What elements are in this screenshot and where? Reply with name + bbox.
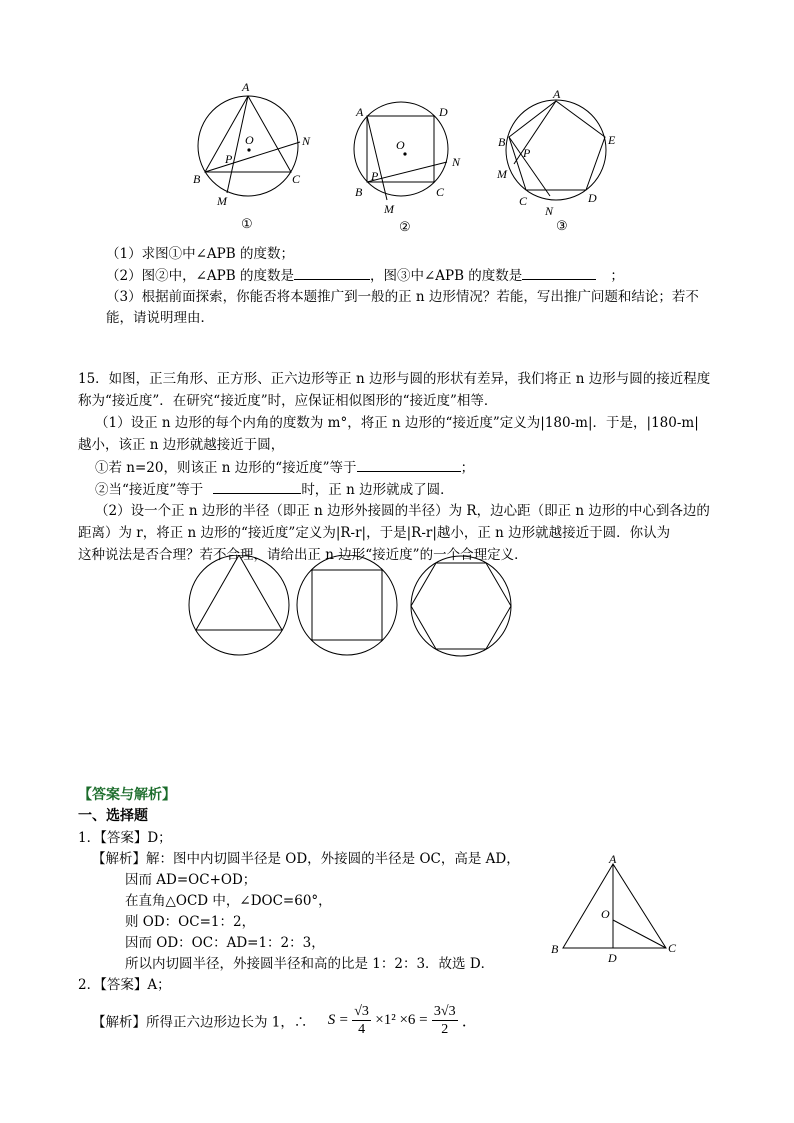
answer1-line6: 所以内切圆半径，外接圆半径和高的比是 1：2：3．故选 D．	[125, 956, 495, 972]
q15-line8: 距离）为 r，将正 n 边形的“接近度”定义为|R-r|，于是|R-r|越小，正 n 边形就越接近于圆．你认为	[78, 525, 671, 541]
fig3-label-e: E	[608, 133, 616, 147]
q15-line1: 15．如图，正三角形、正方形、正六边形等正 n 边形与圆的形状有差异，我们将正 n 边形与圆的接近程度	[78, 371, 711, 387]
answer1-line4: 则 OD：OC=1：2，	[125, 914, 256, 930]
q14-blank-2[interactable]	[522, 266, 596, 280]
answer2-solution: 【解析】所得正六边形边长为 1，∴ S = $\frac{√3}{4}$ ×1² ×6 = $\frac{3√3}{2}$ ．	[92, 1004, 477, 1037]
answer1-title: 1．【答案】D；	[78, 830, 172, 846]
fig3-label-n: N	[545, 204, 554, 218]
fig3-label-d: D	[588, 191, 597, 205]
fig2-label-a: A	[356, 105, 364, 119]
ans1-label-d: D	[608, 951, 617, 965]
fig2-label-c: C	[436, 185, 445, 199]
fig3-label-p: P	[523, 146, 531, 160]
q15-line7: （2）设一个正 n 边形的半径（即正 n 边形外接圆的半径）为 R，边心距（即正 n 边形的中心到各边的	[95, 503, 710, 519]
q15-blank-2[interactable]	[213, 480, 301, 494]
q15-line9: 这种说法是否合理？若不合理，请给出正 n 边形“接近度”的一个合理定义．	[78, 547, 528, 563]
ans1-label-a: A	[609, 852, 617, 866]
q14-part1: （1）求图①中∠APB 的度数；	[106, 246, 294, 262]
q15-line4: 越小，该正 n 边形就越接近于圆，	[78, 437, 285, 453]
answers-header: 【答案与解析】	[78, 787, 176, 803]
fig2-label-n: N	[452, 155, 461, 169]
fig3-label-b: B	[498, 135, 506, 149]
q14-part2: （2）图②中，∠APB 的度数是 ，图③中∠APB 的度数是 ；	[106, 268, 624, 284]
fig2-label-p: P	[371, 169, 379, 183]
fig1-label-m: M	[217, 194, 227, 208]
figure-q15-polygons	[185, 555, 515, 665]
q14-part3-line1: （3）根据前面探索，你能否将本题推广到一般的正 n 边形情况？若能，写出推广问题和结论；若不	[106, 289, 699, 305]
figure-q14-3	[495, 86, 625, 236]
fig1-label-a: A	[242, 80, 250, 94]
answer1-line2: 因而 AD=OC+OD；	[125, 872, 257, 888]
answer1-line5: 因而 OD：OC：AD=1：2：3，	[125, 935, 325, 951]
q15-line5: ①若 n=20，则该正 n 边形的“接近度”等于 ；	[95, 460, 475, 476]
fig3-label-m: M	[497, 167, 507, 181]
fig1-label-n: N	[302, 134, 311, 148]
ans1-label-o: O	[601, 907, 610, 921]
figure-q14-1	[185, 78, 325, 238]
answer2-title: 2．【答案】A；	[78, 977, 171, 993]
q14-blank-1[interactable]	[294, 266, 370, 280]
fig2-label-o: O	[396, 138, 405, 152]
q14-part3-line2: 能，请说明理由．	[106, 310, 214, 326]
section-choice: 一、选择题	[78, 808, 148, 824]
answer1-line1: 【解析】解：图中内切圆半径是 OD，外接圆的半径是 OC，高是 AD，	[92, 851, 520, 867]
q15-line6: ②当“接近度”等于 时，正 n 边形就成了圆．	[95, 482, 454, 498]
figure-q14-2	[345, 96, 485, 241]
fig1-label-o: O	[245, 133, 254, 147]
fig2-label-d: D	[439, 105, 448, 119]
q15-line2: 称为“接近度”．在研究“接近度”时，应保证相似图形的“接近度”相等．	[78, 393, 498, 409]
fig2-caption: ②	[399, 219, 411, 234]
fig3-caption: ③	[556, 218, 568, 233]
fig3-label-c: C	[519, 194, 528, 208]
fig2-label-m: M	[384, 202, 394, 216]
ans1-label-b: B	[551, 942, 559, 956]
q15-line3: （1）设正 n 边形的每个内角的度数为 m°，将正 n 边形的“接近度”定义为|180-m|．于是，|180-m|	[95, 415, 699, 431]
ans1-label-c: C	[668, 941, 677, 955]
fig3-label-a: A	[553, 87, 561, 101]
q15-blank-1[interactable]	[357, 458, 461, 472]
fig1-label-p: P	[225, 152, 233, 166]
fig1-label-b: B	[193, 172, 201, 186]
fig1-label-c: C	[292, 172, 301, 186]
fig2-label-b: B	[355, 185, 363, 199]
answer1-line3: 在直角△OCD 中，∠DOC=60°，	[125, 893, 332, 909]
figure-answer1-triangle	[545, 852, 685, 967]
fig1-caption: ①	[241, 216, 253, 231]
